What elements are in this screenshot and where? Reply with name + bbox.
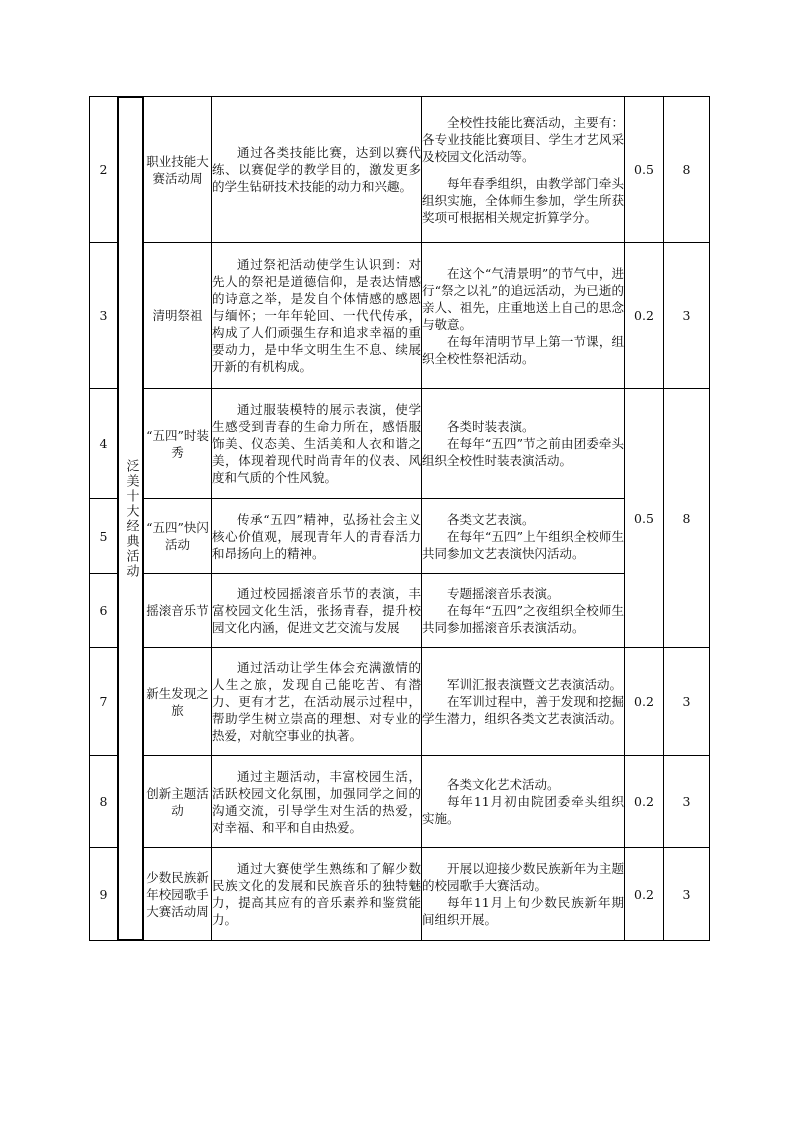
goal-paragraph: 通过各类技能比赛，达到以赛代练、以赛促学的教学目的，激发更多的学生钻研技术技能的动力和兴趣。 [212, 145, 421, 194]
activity-content [422, 389, 625, 499]
table-row [90, 574, 710, 648]
activity-goal [212, 648, 422, 756]
goal-paragraph: 通过校园摇滚音乐节的表演，丰富校园文化生活，张扬青春，提升校园文化内涵，促进文艺交流与发展 [212, 586, 421, 635]
table-row [90, 848, 710, 941]
content-paragraph: 在每年“五四”节之前由团委牵头组织全校性时装表演活动。 [422, 436, 624, 468]
credit-value: 0.5 [625, 97, 664, 243]
content-paragraph: 每年11月初由院团委牵头组织实施。 [422, 794, 624, 826]
table-row [90, 648, 710, 756]
activity-name: 少数民族新年校园歌手大赛活动周 [144, 848, 212, 941]
row-number: 6 [90, 574, 118, 648]
goal-paragraph: 通过主题活动，丰富校园生活，活跃校园文化氛围，加强同学之间的沟通交流，引导学生对生活的热爱，对幸福、和平和自由热爱。 [212, 768, 421, 835]
goal-paragraph: 通过服装模特的展示表演，使学生感受到青春的生命力所在，感悟服饰美、仪态美、生活美和人衣和谐之美，体现着现代时尚青年的仪表、风度和气质的个性风貌。 [212, 402, 421, 485]
activity-content [422, 848, 625, 941]
content-paragraph: 全校性技能比赛活动，主要有：各专业技能比赛项目、学生才艺风采及校园文化活动等。 [422, 114, 624, 164]
category-label: 泛美十大经典活动 [123, 458, 139, 579]
row-number: 4 [90, 389, 118, 499]
content-paragraph: 专题摇滚音乐表演。 [447, 586, 560, 601]
content-paragraph: 各类文化艺术活动。 [447, 777, 560, 792]
activity-name: 创新主题活动 [144, 756, 212, 848]
activity-name: 新生发现之旅 [144, 648, 212, 756]
content-paragraph: 在每年清明节早上第一节课，组织全校性祭祀活动。 [422, 333, 624, 366]
goal-paragraph: 通过大赛使学生熟练和了解少数民族文化的发展和民族音乐的独特魅力，提高其应有的音乐素养和鉴赏能力。 [212, 861, 421, 927]
goal-paragraph: 通过活动让学生体会充满激情的人生之旅，发现自己能吃苦、有潜力、更有才艺，在活动展示过程中，帮助学生树立崇高的理想、对专业的热爱，对航空事业的执著。 [212, 660, 421, 743]
row-number: 2 [90, 97, 118, 243]
hours-value: 3 [664, 756, 710, 848]
content-paragraph: 各类文艺表演。 [447, 511, 535, 527]
hours-value: 3 [664, 848, 710, 941]
content-paragraph: 每年春季组织，由教学部门牵头组织实施，全体师生参加，学生所获奖项可根据相关规定折算学分。 [422, 175, 624, 225]
content-paragraph: 在军训过程中，善于发现和挖掘学生潜力，组织各类文艺表演活动。 [422, 694, 624, 726]
credit-value: 0.2 [625, 648, 664, 756]
goal-paragraph: 通过祭祀活动使学生认识到：对先人的祭祀是道德信仰，是表达情感的诗意之举，是发自个体情感的感恩与缅怀；一年年轮回、一代代传承，构成了人们顽强生存和追求幸福的重要动力，是中华文明生生不息、续展开新的有机构成。 [212, 257, 421, 374]
activity-name: 清明祭祖 [144, 243, 212, 389]
hours-value: 3 [664, 648, 710, 756]
row-number: 9 [90, 848, 118, 941]
activity-goal [212, 848, 422, 941]
table-row [90, 243, 710, 389]
activity-name: “五四”时装秀 [144, 389, 212, 499]
content-paragraph: 在这个“气清景明”的节气中，进行“祭之以礼”的追远活动，为已逝的亲人、祖先，庄重地送上自己的思念与敬意。 [422, 265, 624, 332]
activity-goal [212, 756, 422, 848]
credit-value: 0.5 [625, 389, 664, 648]
activity-goal [212, 97, 422, 243]
activity-goal [212, 243, 422, 389]
activity-content [422, 243, 625, 389]
activity-content [422, 574, 625, 648]
hours-value: 8 [664, 97, 710, 243]
activity-content [422, 648, 625, 756]
activity-goal [212, 389, 422, 499]
goal-paragraph: 传承“五四”精神，弘扬社会主义核心价值观，展现青年人的青春活力和昂扬向上的精神。 [212, 511, 421, 561]
table-row [90, 389, 710, 499]
activity-name: 摇滚音乐节 [144, 574, 212, 648]
activity-name: 职业技能大赛活动周 [144, 97, 212, 243]
content-paragraph: 在每年“五四”之夜组织全校师生共同参加摇滚音乐表演活动。 [422, 603, 624, 635]
credit-value: 0.2 [625, 848, 664, 941]
activity-table [89, 96, 710, 941]
hours-value: 3 [664, 243, 710, 389]
credit-value: 0.2 [625, 756, 664, 848]
activity-name: “五四”快闪活动 [144, 499, 212, 574]
table-row [90, 499, 710, 574]
activity-content [422, 499, 625, 574]
category-cell [118, 97, 144, 941]
activity-goal [212, 574, 422, 648]
content-paragraph: 各类时装表演。 [447, 419, 535, 434]
credit-value: 0.2 [625, 243, 664, 389]
row-number: 3 [90, 243, 118, 389]
category-frame [118, 97, 143, 940]
content-paragraph: 在每年“五四”上午组织全校师生共同参加文艺表演快闪活动。 [422, 528, 624, 561]
hours-value: 8 [664, 389, 710, 648]
content-paragraph: 开展以迎接少数民族新年为主题的校园歌手大赛活动。 [422, 861, 624, 893]
row-number: 8 [90, 756, 118, 848]
activity-content [422, 97, 625, 243]
table-row [90, 756, 710, 848]
activity-goal [212, 499, 422, 574]
table-row [90, 97, 710, 243]
activity-content [422, 756, 625, 848]
row-number: 7 [90, 648, 118, 756]
content-paragraph: 每年11月上旬少数民族新年期间组织开展。 [422, 895, 624, 927]
row-number: 5 [90, 499, 118, 574]
content-paragraph: 军训汇报表演暨文艺表演活动。 [447, 677, 623, 692]
